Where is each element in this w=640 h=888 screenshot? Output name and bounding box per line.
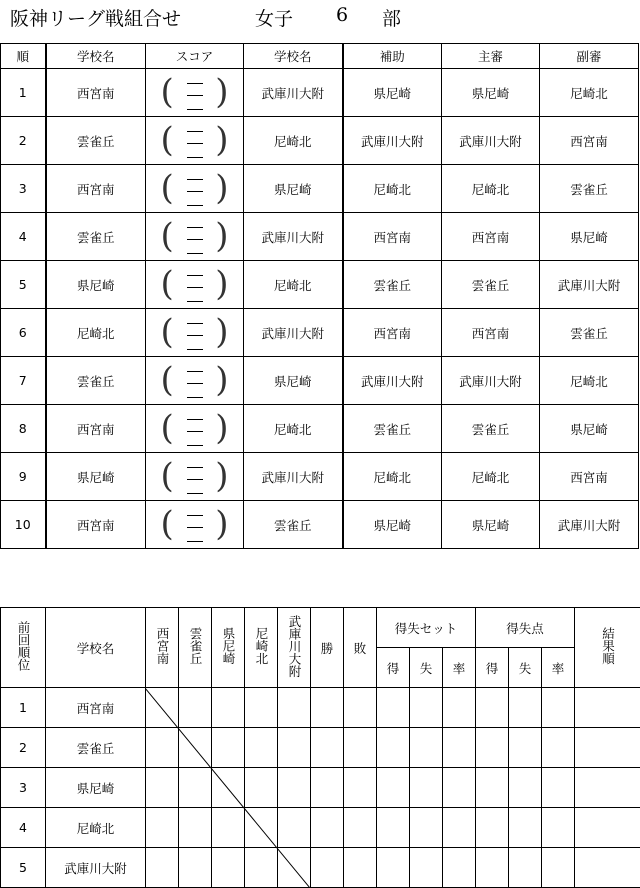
point-gain-cell[interactable]	[476, 768, 509, 808]
sub-referee-school: 武庫川大附	[540, 501, 639, 549]
assist-school: 西宮南	[343, 309, 442, 357]
right-bracket-icon: )	[215, 119, 229, 160]
standings-row	[1, 848, 640, 888]
standings-row	[1, 768, 640, 808]
assist-school: 県尼崎	[343, 69, 442, 117]
standings-table	[0, 607, 640, 888]
match-number: 10	[1, 501, 46, 549]
match-row	[1, 309, 639, 357]
header-opponent-2: 雲雀丘	[179, 608, 212, 688]
set-lost-cell[interactable]	[410, 848, 443, 888]
assist-school: 雲雀丘	[343, 261, 442, 309]
referee-school: 武庫川大附	[442, 357, 540, 405]
score-dash	[187, 383, 203, 384]
set-ratio-cell[interactable]	[443, 768, 476, 808]
score-dash	[187, 301, 203, 302]
standings-header-row-1	[1, 608, 640, 648]
score-dash	[187, 397, 203, 398]
referee-school: 県尼崎	[442, 501, 540, 549]
right-bracket-icon: )	[215, 407, 229, 448]
school-b: 武庫川大附	[244, 69, 343, 117]
score-dash	[187, 157, 203, 158]
set-gain-cell[interactable]	[377, 688, 410, 728]
right-bracket-icon: )	[215, 503, 229, 544]
point-ratio-cell[interactable]	[542, 848, 575, 888]
schedule-table	[0, 43, 639, 549]
left-bracket-icon: (	[160, 503, 174, 544]
left-bracket-icon: (	[160, 215, 174, 256]
match-row	[1, 405, 639, 453]
header-score: スコア	[146, 44, 244, 69]
header-sub-referee: 副審	[540, 44, 639, 69]
result-rank-cell[interactable]	[575, 728, 640, 768]
match-row	[1, 453, 639, 501]
score-dash	[187, 83, 203, 84]
score-cell[interactable]	[146, 453, 244, 501]
losses-cell[interactable]	[344, 768, 377, 808]
left-bracket-icon: (	[160, 311, 174, 352]
score-bracket	[160, 455, 229, 497]
score-dash	[187, 431, 203, 432]
set-ratio-cell[interactable]	[443, 808, 476, 848]
school-a: 県尼崎	[46, 261, 146, 309]
right-bracket-icon: )	[215, 71, 229, 112]
standings-row	[1, 688, 640, 728]
result-rank-cell[interactable]	[575, 768, 640, 808]
diagonal-line	[145, 688, 310, 888]
score-bracket	[160, 359, 229, 401]
assist-school: 西宮南	[343, 213, 442, 261]
referee-school: 西宮南	[442, 309, 540, 357]
match-row	[1, 357, 639, 405]
school-b: 武庫川大附	[244, 213, 343, 261]
match-number: 8	[1, 405, 46, 453]
prev-rank: 3	[1, 768, 46, 808]
header-losses: 敗	[344, 608, 377, 688]
point-lost-cell[interactable]	[509, 808, 542, 848]
header-point-ratio: 率	[542, 648, 575, 688]
school-a: 西宮南	[46, 165, 146, 213]
losses-cell[interactable]	[344, 848, 377, 888]
score-dash	[187, 239, 203, 240]
header-opponent-1: 西宮南	[146, 608, 179, 688]
header-opponent-3: 県尼崎	[212, 608, 245, 688]
sub-referee-school: 県尼崎	[540, 213, 639, 261]
score-cell[interactable]	[146, 165, 244, 213]
header-set-gain: 得	[377, 648, 410, 688]
score-cell[interactable]	[146, 261, 244, 309]
title-division-number: 6	[336, 4, 349, 26]
sub-referee-school: 西宮南	[540, 117, 639, 165]
score-dash	[187, 253, 203, 254]
page-title	[10, 4, 630, 32]
score-bracket	[160, 311, 229, 353]
match-number: 6	[1, 309, 46, 357]
standings-row	[1, 728, 640, 768]
result-rank-cell[interactable]	[575, 848, 640, 888]
left-bracket-icon: (	[160, 167, 174, 208]
assist-school: 尼崎北	[343, 453, 442, 501]
score-dash	[187, 515, 203, 516]
score-dash	[187, 95, 203, 96]
score-bracket	[160, 119, 229, 161]
set-ratio-cell[interactable]	[443, 848, 476, 888]
match-number: 9	[1, 453, 46, 501]
wins-cell[interactable]	[311, 728, 344, 768]
assist-school: 雲雀丘	[343, 405, 442, 453]
header-school-b: 学校名	[244, 44, 343, 69]
school-b: 県尼崎	[244, 357, 343, 405]
set-gain-cell[interactable]	[377, 728, 410, 768]
score-dash	[187, 479, 203, 480]
assist-school: 武庫川大附	[343, 117, 442, 165]
score-dash	[187, 287, 203, 288]
school-b: 雲雀丘	[244, 501, 343, 549]
score-dash	[187, 349, 203, 350]
referee-school: 西宮南	[442, 213, 540, 261]
left-bracket-icon: (	[160, 455, 174, 496]
assist-school: 武庫川大附	[343, 357, 442, 405]
header-wins: 勝	[311, 608, 344, 688]
match-number: 7	[1, 357, 46, 405]
score-bracket	[160, 71, 229, 113]
sub-referee-school: 尼崎北	[540, 357, 639, 405]
score-dash	[187, 143, 203, 144]
header-prev-rank: 前回順位	[1, 608, 46, 688]
set-gain-cell[interactable]	[377, 768, 410, 808]
header-point-lost: 失	[509, 648, 542, 688]
score-cell[interactable]	[146, 357, 244, 405]
score-cell[interactable]	[146, 213, 244, 261]
sub-referee-school: 雲雀丘	[540, 309, 639, 357]
header-opponent-5: 武庫川大附	[278, 608, 311, 688]
standings-school: 県尼崎	[46, 768, 146, 808]
school-a: 雲雀丘	[46, 213, 146, 261]
right-bracket-icon: )	[215, 215, 229, 256]
header-order: 順	[1, 44, 46, 69]
header-point-gain: 得	[476, 648, 509, 688]
point-ratio-cell[interactable]	[542, 688, 575, 728]
score-dash	[187, 179, 203, 180]
point-ratio-cell[interactable]	[542, 768, 575, 808]
point-gain-cell[interactable]	[476, 848, 509, 888]
match-number: 1	[1, 69, 46, 117]
set-ratio-cell[interactable]	[443, 728, 476, 768]
match-row	[1, 261, 639, 309]
score-dash	[187, 131, 203, 132]
sub-referee-school: 県尼崎	[540, 405, 639, 453]
right-bracket-icon: )	[215, 359, 229, 400]
school-b: 尼崎北	[244, 261, 343, 309]
score-cell[interactable]	[146, 501, 244, 549]
school-b: 県尼崎	[244, 165, 343, 213]
score-dash	[187, 109, 203, 110]
referee-school: 雲雀丘	[442, 405, 540, 453]
right-bracket-icon: )	[215, 311, 229, 352]
set-lost-cell[interactable]	[410, 808, 443, 848]
score-bracket	[160, 503, 229, 545]
school-a: 県尼崎	[46, 453, 146, 501]
school-a: 西宮南	[46, 405, 146, 453]
match-number: 4	[1, 213, 46, 261]
left-bracket-icon: (	[160, 407, 174, 448]
prev-rank: 1	[1, 688, 46, 728]
score-cell[interactable]	[146, 309, 244, 357]
wins-cell[interactable]	[311, 688, 344, 728]
school-a: 西宮南	[46, 501, 146, 549]
title-category: 女子	[255, 8, 294, 30]
score-dash	[187, 205, 203, 206]
school-b: 武庫川大附	[244, 309, 343, 357]
standings-school: 西宮南	[46, 688, 146, 728]
sub-referee-school: 尼崎北	[540, 69, 639, 117]
match-number: 3	[1, 165, 46, 213]
point-ratio-cell[interactable]	[542, 808, 575, 848]
assist-school: 尼崎北	[343, 165, 442, 213]
referee-school: 武庫川大附	[442, 117, 540, 165]
header-point-diff: 得失点	[476, 608, 575, 648]
left-bracket-icon: (	[160, 119, 174, 160]
set-gain-cell[interactable]	[377, 808, 410, 848]
score-bracket	[160, 263, 229, 305]
set-lost-cell[interactable]	[410, 768, 443, 808]
point-gain-cell[interactable]	[476, 688, 509, 728]
right-bracket-icon: )	[215, 167, 229, 208]
match-row	[1, 501, 639, 549]
point-lost-cell[interactable]	[509, 848, 542, 888]
school-a: 尼崎北	[46, 309, 146, 357]
result-rank-cell[interactable]	[575, 688, 640, 728]
set-ratio-cell[interactable]	[443, 688, 476, 728]
point-ratio-cell[interactable]	[542, 728, 575, 768]
point-lost-cell[interactable]	[509, 728, 542, 768]
sub-referee-school: 西宮南	[540, 453, 639, 501]
title-main: 阪神リーグ戦組合せ	[10, 8, 182, 30]
score-cell[interactable]	[146, 405, 244, 453]
match-number: 5	[1, 261, 46, 309]
score-dash	[187, 527, 203, 528]
header-set-lost: 失	[410, 648, 443, 688]
score-dash	[187, 541, 203, 542]
point-gain-cell[interactable]	[476, 728, 509, 768]
left-bracket-icon: (	[160, 359, 174, 400]
school-b: 尼崎北	[244, 117, 343, 165]
score-dash	[187, 335, 203, 336]
point-lost-cell[interactable]	[509, 688, 542, 728]
prev-rank: 5	[1, 848, 46, 888]
score-bracket	[160, 167, 229, 209]
sub-referee-school: 武庫川大附	[540, 261, 639, 309]
score-dash	[187, 371, 203, 372]
schedule-header-row	[1, 44, 639, 69]
score-dash	[187, 467, 203, 468]
match-row	[1, 69, 639, 117]
score-dash	[187, 191, 203, 192]
right-bracket-icon: )	[215, 263, 229, 304]
school-a: 雲雀丘	[46, 357, 146, 405]
right-bracket-icon: )	[215, 455, 229, 496]
sub-referee-school: 雲雀丘	[540, 165, 639, 213]
left-bracket-icon: (	[160, 263, 174, 304]
prev-rank: 4	[1, 808, 46, 848]
set-lost-cell[interactable]	[410, 728, 443, 768]
header-result: 結果順	[575, 608, 640, 688]
losses-cell[interactable]	[344, 688, 377, 728]
score-bracket	[160, 215, 229, 257]
score-dash	[187, 227, 203, 228]
score-cell[interactable]	[146, 69, 244, 117]
school-b: 尼崎北	[244, 405, 343, 453]
score-bracket	[160, 407, 229, 449]
standings-school: 雲雀丘	[46, 728, 146, 768]
school-a: 西宮南	[46, 69, 146, 117]
wins-cell[interactable]	[311, 808, 344, 848]
point-gain-cell[interactable]	[476, 808, 509, 848]
losses-cell[interactable]	[344, 808, 377, 848]
score-cell[interactable]	[146, 117, 244, 165]
header-school: 学校名	[46, 608, 146, 688]
school-b: 武庫川大附	[244, 453, 343, 501]
wins-cell[interactable]	[311, 848, 344, 888]
losses-cell[interactable]	[344, 728, 377, 768]
header-set-ratio: 率	[443, 648, 476, 688]
header-assist: 補助	[343, 44, 442, 69]
standings-school: 武庫川大附	[46, 848, 146, 888]
wins-cell[interactable]	[311, 768, 344, 808]
match-row	[1, 213, 639, 261]
score-dash	[187, 445, 203, 446]
score-dash	[187, 275, 203, 276]
referee-school: 尼崎北	[442, 453, 540, 501]
referee-school: 県尼崎	[442, 69, 540, 117]
header-set-diff: 得失セット	[377, 608, 476, 648]
header-referee: 主審	[442, 44, 540, 69]
school-a: 雲雀丘	[46, 117, 146, 165]
score-dash	[187, 493, 203, 494]
match-number: 2	[1, 117, 46, 165]
result-rank-cell[interactable]	[575, 808, 640, 848]
prev-rank: 2	[1, 728, 46, 768]
assist-school: 県尼崎	[343, 501, 442, 549]
referee-school: 雲雀丘	[442, 261, 540, 309]
set-gain-cell[interactable]	[377, 848, 410, 888]
header-school-a: 学校名	[46, 44, 146, 69]
match-row	[1, 165, 639, 213]
title-division-label: 部	[382, 8, 402, 30]
standings-row	[1, 808, 640, 848]
header-opponent-4: 尼崎北	[245, 608, 278, 688]
point-lost-cell[interactable]	[509, 768, 542, 808]
set-lost-cell[interactable]	[410, 688, 443, 728]
match-row	[1, 117, 639, 165]
score-dash	[187, 323, 203, 324]
left-bracket-icon: (	[160, 71, 174, 112]
referee-school: 尼崎北	[442, 165, 540, 213]
score-dash	[187, 419, 203, 420]
standings-school: 尼崎北	[46, 808, 146, 848]
